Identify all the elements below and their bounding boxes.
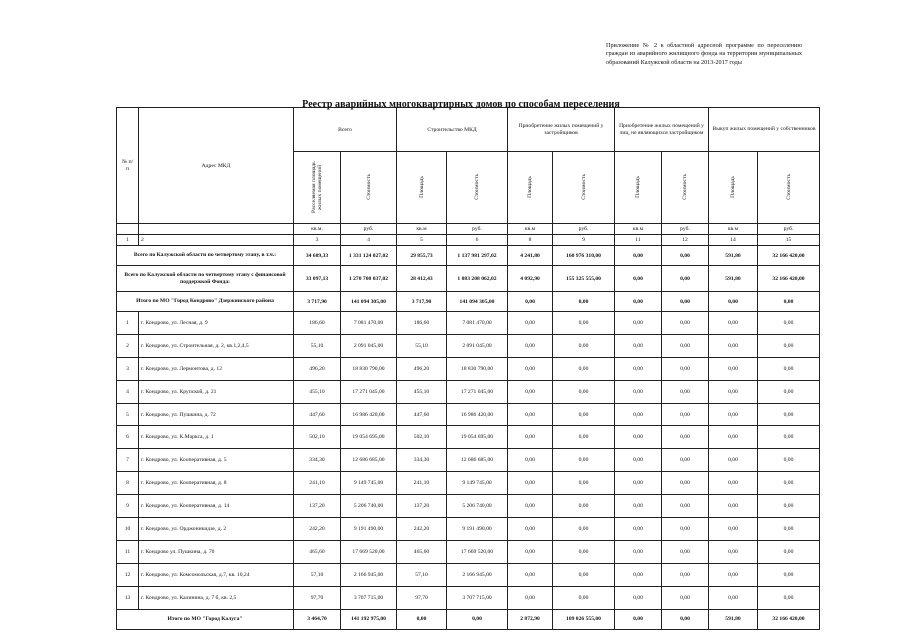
value-cell: 18 830 790,00 xyxy=(341,357,397,380)
row-address: г. Кондрово, ул. Кооперативная, д. 14 xyxy=(139,495,294,518)
row-number: 13 xyxy=(117,586,139,609)
row-number: 7 xyxy=(117,449,139,472)
value-cell: 109 026 555,00 xyxy=(553,609,615,629)
value-cell: 9 191 490,00 xyxy=(447,518,508,541)
value-cell: 7 081 470,00 xyxy=(341,312,397,335)
value-cell: 465,60 xyxy=(294,540,341,563)
value-cell: 447,60 xyxy=(397,403,447,426)
value-cell: 7 081 470,00 xyxy=(447,312,508,335)
value-cell: 12 686 685,00 xyxy=(447,449,508,472)
value-cell: 17 669 520,00 xyxy=(447,540,508,563)
value-cell: 0,00 xyxy=(615,586,662,609)
value-cell: 4 241,80 xyxy=(508,246,553,266)
value-cell: 57,10 xyxy=(294,563,341,586)
value-cell: 3 464,70 xyxy=(294,609,341,629)
row-address: г. Кондрово, ул. Строительная, д. 2, кв.1,2,4,5 xyxy=(139,334,294,357)
footer-label: Итого по МО "Город Калуга" xyxy=(117,609,294,629)
value-cell: 0,00 xyxy=(758,495,820,518)
header-group-buyout: Выкуп жилых помещений у собственников xyxy=(709,108,820,152)
value-cell: 9 191 490,00 xyxy=(341,518,397,541)
value-cell: 0,00 xyxy=(615,449,662,472)
value-cell: 242,20 xyxy=(397,518,447,541)
row-address: г. Кондрово, ул. Лесная, д. 9 xyxy=(139,312,294,335)
row-address: г. Кондрово, ул. Крупской, д. 21 xyxy=(139,380,294,403)
value-cell: 591,80 xyxy=(709,266,758,292)
value-cell: 0,00 xyxy=(615,472,662,495)
value-cell: 0,00 xyxy=(662,380,709,403)
value-cell: 3 717,90 xyxy=(397,292,447,312)
value-cell: 0,00 xyxy=(662,472,709,495)
header-resettled-area: Расселяемая площадь жилых помещений xyxy=(294,152,341,224)
value-cell: 241,10 xyxy=(397,472,447,495)
register-title: Реестр аварийных многоквартирных домов по способам переселения xyxy=(302,99,620,110)
value-cell: 0,00 xyxy=(758,472,820,495)
value-cell: 0,00 xyxy=(508,472,553,495)
value-cell: 447,60 xyxy=(294,403,341,426)
value-cell: 502,10 xyxy=(397,426,447,449)
value-cell: 2 166 945,00 xyxy=(447,563,508,586)
value-cell: 17 271 045,00 xyxy=(447,380,508,403)
value-cell: 0,00 xyxy=(662,246,709,266)
value-cell: 0,00 xyxy=(662,518,709,541)
summary-row xyxy=(117,266,820,292)
table-row xyxy=(117,334,820,357)
col-number: 14 xyxy=(709,235,758,246)
value-cell: 455,10 xyxy=(397,380,447,403)
value-cell: 3 707 715,00 xyxy=(341,586,397,609)
value-cell: 0,00 xyxy=(758,312,820,335)
header-cost: Стоимость xyxy=(341,152,397,224)
unit-cell: кв.м xyxy=(615,224,662,235)
value-cell: 97,70 xyxy=(397,586,447,609)
unit-cell: кв.м. xyxy=(294,224,341,235)
value-cell: 0,00 xyxy=(508,563,553,586)
col-number: 3 xyxy=(294,235,341,246)
header-num: № п/п xyxy=(117,108,139,224)
table-row xyxy=(117,380,820,403)
value-cell: 3 717,90 xyxy=(294,292,341,312)
value-cell: 0,00 xyxy=(662,609,709,629)
row-number: 8 xyxy=(117,472,139,495)
value-cell: 0,00 xyxy=(662,357,709,380)
col-number: 1 xyxy=(117,235,139,246)
value-cell: 0,00 xyxy=(758,292,820,312)
value-cell: 0,00 xyxy=(615,334,662,357)
row-number: 3 xyxy=(117,357,139,380)
summary-label: Итого по МО "Город Кондрово" Дзержинского района xyxy=(117,292,294,312)
row-address: г. Кондрово, ул. Орджоникидзе, д. 2 xyxy=(139,518,294,541)
unit-cell: руб. xyxy=(447,224,508,235)
row-number: 4 xyxy=(117,380,139,403)
value-cell: 186,60 xyxy=(397,312,447,335)
value-cell: 9 149 745,00 xyxy=(447,472,508,495)
value-cell: 5 206 740,00 xyxy=(341,495,397,518)
value-cell: 0,00 xyxy=(662,426,709,449)
row-address: г. Кондрово, ул. К.Маркса, д. 1 xyxy=(139,426,294,449)
register-table xyxy=(116,107,820,630)
value-cell: 0,00 xyxy=(662,266,709,292)
value-cell: 3 707 715,00 xyxy=(447,586,508,609)
col-number: 9 xyxy=(553,235,615,246)
header-area: Площадь xyxy=(508,152,553,224)
value-cell: 0,00 xyxy=(553,449,615,472)
value-cell: 1 270 700 037,02 xyxy=(341,266,397,292)
value-cell: 0,00 xyxy=(553,426,615,449)
value-cell: 502,10 xyxy=(294,426,341,449)
unit-cell: руб. xyxy=(341,224,397,235)
unit-cell: руб. xyxy=(553,224,615,235)
unit-cell: кв.м xyxy=(709,224,758,235)
header-group-purchase-nondeveloper: Приобретение жилых помещений у лиц, не являющихся застройщиком xyxy=(615,108,709,152)
row-address: г. Кондрово, ул. Пушкина, д. 72 xyxy=(139,403,294,426)
header-area: Площадь xyxy=(615,152,662,224)
value-cell: 0,00 xyxy=(447,609,508,629)
value-cell: 0,00 xyxy=(553,380,615,403)
value-cell: 32 166 420,00 xyxy=(758,246,820,266)
value-cell: 0,00 xyxy=(508,426,553,449)
value-cell: 0,00 xyxy=(662,495,709,518)
value-cell: 0,00 xyxy=(709,403,758,426)
value-cell: 0,00 xyxy=(709,563,758,586)
value-cell: 0,00 xyxy=(615,403,662,426)
unit-cell: кв.м xyxy=(397,224,447,235)
value-cell: 0,00 xyxy=(758,563,820,586)
value-cell: 0,00 xyxy=(508,449,553,472)
header-group-construction: Строительство МКД xyxy=(397,108,508,152)
value-cell: 0,00 xyxy=(508,586,553,609)
value-cell: 0,00 xyxy=(508,292,553,312)
col-number: 5 xyxy=(397,235,447,246)
table-row xyxy=(117,312,820,335)
value-cell: 0,00 xyxy=(758,540,820,563)
row-address: г. Кондрово, ул. Комсомольская, д.7, кв. 10,24 xyxy=(139,563,294,586)
value-cell: 28 412,43 xyxy=(397,266,447,292)
col-number: 15 xyxy=(758,235,820,246)
value-cell: 0,00 xyxy=(508,380,553,403)
value-cell: 186,60 xyxy=(294,312,341,335)
value-cell: 0,00 xyxy=(615,540,662,563)
header-cost: Стоимость xyxy=(553,152,615,224)
header-cost: Стоимость xyxy=(662,152,709,224)
value-cell: 32 166 420,00 xyxy=(758,266,820,292)
value-cell: 0,00 xyxy=(553,540,615,563)
value-cell: 0,00 xyxy=(662,563,709,586)
table-row xyxy=(117,357,820,380)
value-cell: 0,00 xyxy=(709,334,758,357)
value-cell: 0,00 xyxy=(508,357,553,380)
value-cell: 0,00 xyxy=(553,357,615,380)
value-cell: 242,20 xyxy=(294,518,341,541)
value-cell: 0,00 xyxy=(553,292,615,312)
value-cell: 17 669 520,00 xyxy=(341,540,397,563)
value-cell: 0,00 xyxy=(758,449,820,472)
value-cell: 1 137 981 297,02 xyxy=(447,246,508,266)
value-cell: 0,00 xyxy=(553,563,615,586)
value-cell: 0,00 xyxy=(662,449,709,472)
value-cell: 0,00 xyxy=(397,609,447,629)
value-cell: 55,10 xyxy=(397,334,447,357)
value-cell: 0,00 xyxy=(709,426,758,449)
value-cell: 334,30 xyxy=(294,449,341,472)
value-cell: 0,00 xyxy=(553,586,615,609)
row-address: г. Кондрово ул. Пушкина, д. 70 xyxy=(139,540,294,563)
value-cell: 0,00 xyxy=(662,334,709,357)
value-cell: 0,00 xyxy=(615,266,662,292)
value-cell: 455,10 xyxy=(294,380,341,403)
value-cell: 0,00 xyxy=(709,472,758,495)
value-cell: 0,00 xyxy=(508,403,553,426)
summary-label: Всего по Калужской области по четвертому этапу с финансовой поддержкой Фонда: xyxy=(117,266,294,292)
col-number: 4 xyxy=(341,235,397,246)
value-cell: 0,00 xyxy=(615,357,662,380)
header-area: Площадь xyxy=(709,152,758,224)
col-number: 2 xyxy=(139,235,294,246)
value-cell: 0,00 xyxy=(709,495,758,518)
value-cell: 141 192 975,00 xyxy=(341,609,397,629)
value-cell: 12 686 685,00 xyxy=(341,449,397,472)
value-cell: 0,00 xyxy=(758,357,820,380)
row-address: г. Кондрово, ул. Кооперативная, д. 5 xyxy=(139,449,294,472)
value-cell: 0,00 xyxy=(709,449,758,472)
header-cost: Стоимость xyxy=(447,152,508,224)
col-number: 12 xyxy=(662,235,709,246)
value-cell: 241,10 xyxy=(294,472,341,495)
value-cell: 0,00 xyxy=(508,540,553,563)
value-cell: 0,00 xyxy=(709,292,758,312)
value-cell: 0,00 xyxy=(758,518,820,541)
unit-cell: руб. xyxy=(662,224,709,235)
value-cell: 0,00 xyxy=(615,426,662,449)
row-number: 12 xyxy=(117,563,139,586)
value-cell: 0,00 xyxy=(709,357,758,380)
value-cell: 334,30 xyxy=(397,449,447,472)
value-cell: 0,00 xyxy=(615,312,662,335)
row-number: 1 xyxy=(117,312,139,335)
value-cell: 0,00 xyxy=(615,246,662,266)
value-cell: 1 331 124 027,02 xyxy=(341,246,397,266)
value-cell: 2 872,90 xyxy=(508,609,553,629)
value-cell: 0,00 xyxy=(615,609,662,629)
value-cell: 496,20 xyxy=(397,357,447,380)
table-row xyxy=(117,449,820,472)
value-cell: 0,00 xyxy=(709,586,758,609)
col-number: 6 xyxy=(447,235,508,246)
table-row xyxy=(117,518,820,541)
value-cell: 0,00 xyxy=(758,334,820,357)
summary-row xyxy=(117,292,820,312)
value-cell: 0,00 xyxy=(553,495,615,518)
value-cell: 0,00 xyxy=(553,472,615,495)
value-cell: 2 091 045,00 xyxy=(447,334,508,357)
summary-label: Всего по Калужской области по четвертому этапу, в т.ч.: xyxy=(117,246,294,266)
row-number: 5 xyxy=(117,403,139,426)
value-cell: 97,70 xyxy=(294,586,341,609)
value-cell: 0,00 xyxy=(615,380,662,403)
row-number: 2 xyxy=(117,334,139,357)
value-cell: 19 054 695,00 xyxy=(447,426,508,449)
footer-row xyxy=(117,609,820,629)
value-cell: 0,00 xyxy=(508,495,553,518)
value-cell: 9 149 745,00 xyxy=(341,472,397,495)
value-cell: 33 097,13 xyxy=(294,266,341,292)
header-area: Площадь xyxy=(397,152,447,224)
value-cell: 34 689,33 xyxy=(294,246,341,266)
header-cost: Стоимость xyxy=(758,152,820,224)
value-cell: 2 166 945,00 xyxy=(341,563,397,586)
value-cell: 16 986 420,00 xyxy=(447,403,508,426)
header-row-col-numbers xyxy=(117,235,820,246)
value-cell: 465,60 xyxy=(397,540,447,563)
value-cell: 0,00 xyxy=(508,518,553,541)
value-cell: 591,80 xyxy=(709,609,758,629)
col-number: 11 xyxy=(615,235,662,246)
value-cell: 55,10 xyxy=(294,334,341,357)
row-address: г. Кондрово, ул. Калинина, д. 7 б, кв. 2,5 xyxy=(139,586,294,609)
value-cell: 0,00 xyxy=(615,563,662,586)
value-cell: 0,00 xyxy=(553,403,615,426)
value-cell: 141 094 305,00 xyxy=(447,292,508,312)
value-cell: 0,00 xyxy=(615,495,662,518)
col-number: 8 xyxy=(508,235,553,246)
table-row xyxy=(117,563,820,586)
value-cell: 0,00 xyxy=(709,312,758,335)
row-address: г. Кондрово, ул. Лермонтова, д. 12 xyxy=(139,357,294,380)
value-cell: 0,00 xyxy=(615,518,662,541)
row-number: 9 xyxy=(117,495,139,518)
row-address: г. Кондрово, ул. Кооперативная, д. 8 xyxy=(139,472,294,495)
header-address: Адрес МКД xyxy=(139,108,294,224)
value-cell: 5 206 740,00 xyxy=(447,495,508,518)
house-rows xyxy=(117,312,820,610)
value-cell: 496,20 xyxy=(294,357,341,380)
value-cell: 137,20 xyxy=(397,495,447,518)
header-row-units xyxy=(117,224,820,235)
header-group-purchase-developer: Приобретение жилых помещений у застройщиков xyxy=(508,108,615,152)
table-row xyxy=(117,586,820,609)
value-cell: 0,00 xyxy=(758,403,820,426)
value-cell: 137,20 xyxy=(294,495,341,518)
footer-rows xyxy=(117,609,820,629)
row-number: 10 xyxy=(117,518,139,541)
value-cell: 0,00 xyxy=(662,292,709,312)
summary-rows xyxy=(117,246,820,312)
value-cell: 19 054 695,00 xyxy=(341,426,397,449)
appendix-note: Приложение № 2 к областной адресной программе по переселению граждан из аварийного жилищного фонда на территории муниципальных образований Калужской области на 2013-2017 годы xyxy=(606,42,802,66)
value-cell: 155 325 555,00 xyxy=(553,266,615,292)
value-cell: 0,00 xyxy=(662,540,709,563)
value-cell: 18 830 790,00 xyxy=(447,357,508,380)
unit-cell: кв.м xyxy=(508,224,553,235)
value-cell: 0,00 xyxy=(508,334,553,357)
row-number: 11 xyxy=(117,540,139,563)
table-row xyxy=(117,426,820,449)
value-cell: 29 855,73 xyxy=(397,246,447,266)
row-number: 6 xyxy=(117,426,139,449)
value-cell: 0,00 xyxy=(553,334,615,357)
table-row xyxy=(117,472,820,495)
value-cell: 0,00 xyxy=(615,292,662,312)
value-cell: 0,00 xyxy=(758,380,820,403)
value-cell: 16 986 420,00 xyxy=(341,403,397,426)
value-cell: 0,00 xyxy=(709,540,758,563)
value-cell: 0,00 xyxy=(758,586,820,609)
value-cell: 591,80 xyxy=(709,246,758,266)
value-cell: 0,00 xyxy=(662,586,709,609)
value-cell: 0,00 xyxy=(709,518,758,541)
unit-cell: руб. xyxy=(758,224,820,235)
value-cell: 160 976 310,00 xyxy=(553,246,615,266)
header-group-total: Всего xyxy=(294,108,397,152)
summary-row xyxy=(117,246,820,266)
value-cell: 57,10 xyxy=(397,563,447,586)
table-row xyxy=(117,495,820,518)
value-cell: 0,00 xyxy=(662,403,709,426)
value-cell: 0,00 xyxy=(662,312,709,335)
value-cell: 17 271 045,00 xyxy=(341,380,397,403)
table-row xyxy=(117,540,820,563)
value-cell: 1 083 208 062,02 xyxy=(447,266,508,292)
value-cell: 0,00 xyxy=(553,312,615,335)
header-row-groups xyxy=(117,108,820,152)
value-cell: 32 166 420,00 xyxy=(758,609,820,629)
table-row xyxy=(117,403,820,426)
value-cell: 0,00 xyxy=(553,518,615,541)
value-cell: 2 091 045,00 xyxy=(341,334,397,357)
value-cell: 4 092,90 xyxy=(508,266,553,292)
value-cell: 0,00 xyxy=(758,426,820,449)
value-cell: 0,00 xyxy=(508,312,553,335)
value-cell: 141 094 305,00 xyxy=(341,292,397,312)
value-cell: 0,00 xyxy=(709,380,758,403)
